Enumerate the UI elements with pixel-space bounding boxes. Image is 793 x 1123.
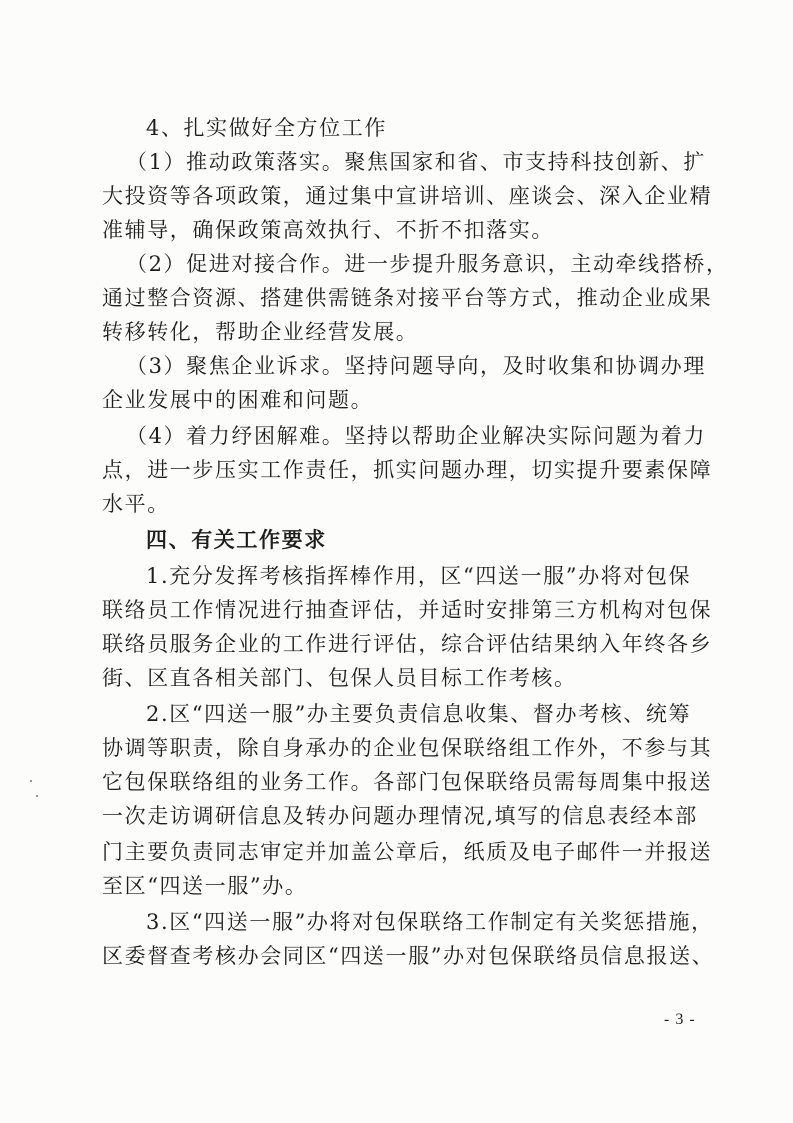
text-line: 企业发展中的困难和问题。 xyxy=(102,388,374,412)
section-heading: 四、有关工作要求 xyxy=(146,528,327,552)
text-line: （2）促进对接合作。进一步提升服务意识，主动牵线搭桥， xyxy=(126,252,729,276)
text-line: 大投资等各项政策，通过集中宣讲培训、座谈会、深入企业精 xyxy=(102,184,713,208)
item-heading: 4、扎实做好全方位工作 xyxy=(146,116,387,140)
text-line: 2.区“四送一服”办主要负责信息收集、督办考核、统筹 xyxy=(146,702,692,726)
text-line: 1.充分发挥考核指挥棒作用，区“四送一服”办将对包保 xyxy=(146,564,692,588)
text-line: 它包保联络组的业务工作。各部门包保联络员需每周集中报送 xyxy=(102,770,713,794)
scan-speck xyxy=(36,795,38,797)
text-line: 协调等职责，除自身承办的企业包保联络组工作外，不参与其 xyxy=(102,736,713,760)
page-number: - 3 - xyxy=(664,1011,696,1028)
text-line: 水平。 xyxy=(102,492,170,516)
text-line: 联络员服务企业的工作进行评估，综合评估结果纳入年终各乡 xyxy=(102,632,713,656)
text-line: 转移转化，帮助企业经营发展。 xyxy=(102,320,419,344)
scan-speck xyxy=(30,780,32,782)
text-line: （1）推动政策落实。聚焦国家和省、市支持科技创新、扩 xyxy=(126,150,706,174)
text-line: （4）着力纾困解难。坚持以帮助企业解决实际问题为着力 xyxy=(126,424,706,448)
text-line: 街、区直各相关部门、包保人员目标工作考核。 xyxy=(102,666,577,690)
text-line: 区委督查考核办会同区“四送一服”办对包保联络员信息报送、 xyxy=(102,944,715,968)
text-line: 一次走访调研信息及转办问题办理情况,填写的信息表经本部 xyxy=(102,804,698,828)
text-line: 至区“四送一服”办。 xyxy=(102,874,308,898)
text-line: 门主要负责同志审定并加盖公章后，纸质及电子邮件一并报送 xyxy=(102,840,713,864)
text-line: 联络员工作情况进行抽查评估，并适时安排第三方机构对包保 xyxy=(102,598,713,622)
text-line: 3.区“四送一服”办将对包保联络工作制定有关奖惩措施， xyxy=(146,910,714,934)
text-line: 点，进一步压实工作责任，抓实问题办理，切实提升要素保障 xyxy=(102,458,713,482)
text-line: 准辅导，确保政策高效执行、不折不扣落实。 xyxy=(102,218,554,242)
text-line: （3）聚焦企业诉求。坚持问题导向，及时收集和协调办理 xyxy=(126,354,706,378)
text-line: 通过整合资源、搭建供需链条对接平台等方式，推动企业成果 xyxy=(102,286,713,310)
